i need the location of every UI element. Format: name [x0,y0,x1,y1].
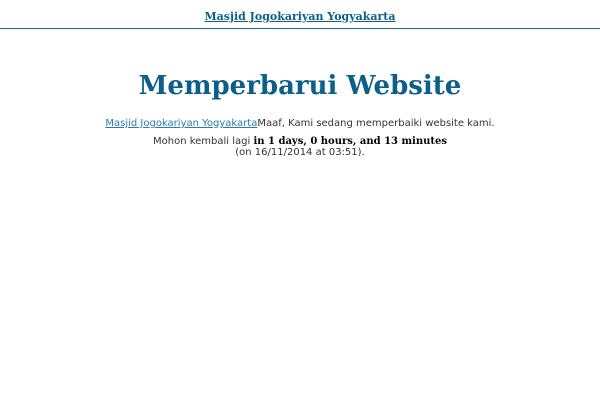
return-notice [0,136,600,158]
message-text: Maaf, Kami sedang memperbaiki website kami. [257,118,495,129]
return-date: (on 16/11/2014 at 03:51). [235,147,365,158]
site-title-link[interactable]: Masjid Jogokariyan Yogyakarta [204,10,396,23]
return-prefix: Mohon kembali lagi [153,136,254,147]
return-duration: in 1 days, 0 hours, and 13 minutes [253,136,447,147]
message-site-link[interactable]: Masjid Jogokariyan Yogyakarta [105,118,258,129]
header-bar [0,0,600,29]
maintenance-panel [0,71,600,158]
maintenance-message [0,117,600,130]
page-title: Memperbarui Website [138,71,462,101]
